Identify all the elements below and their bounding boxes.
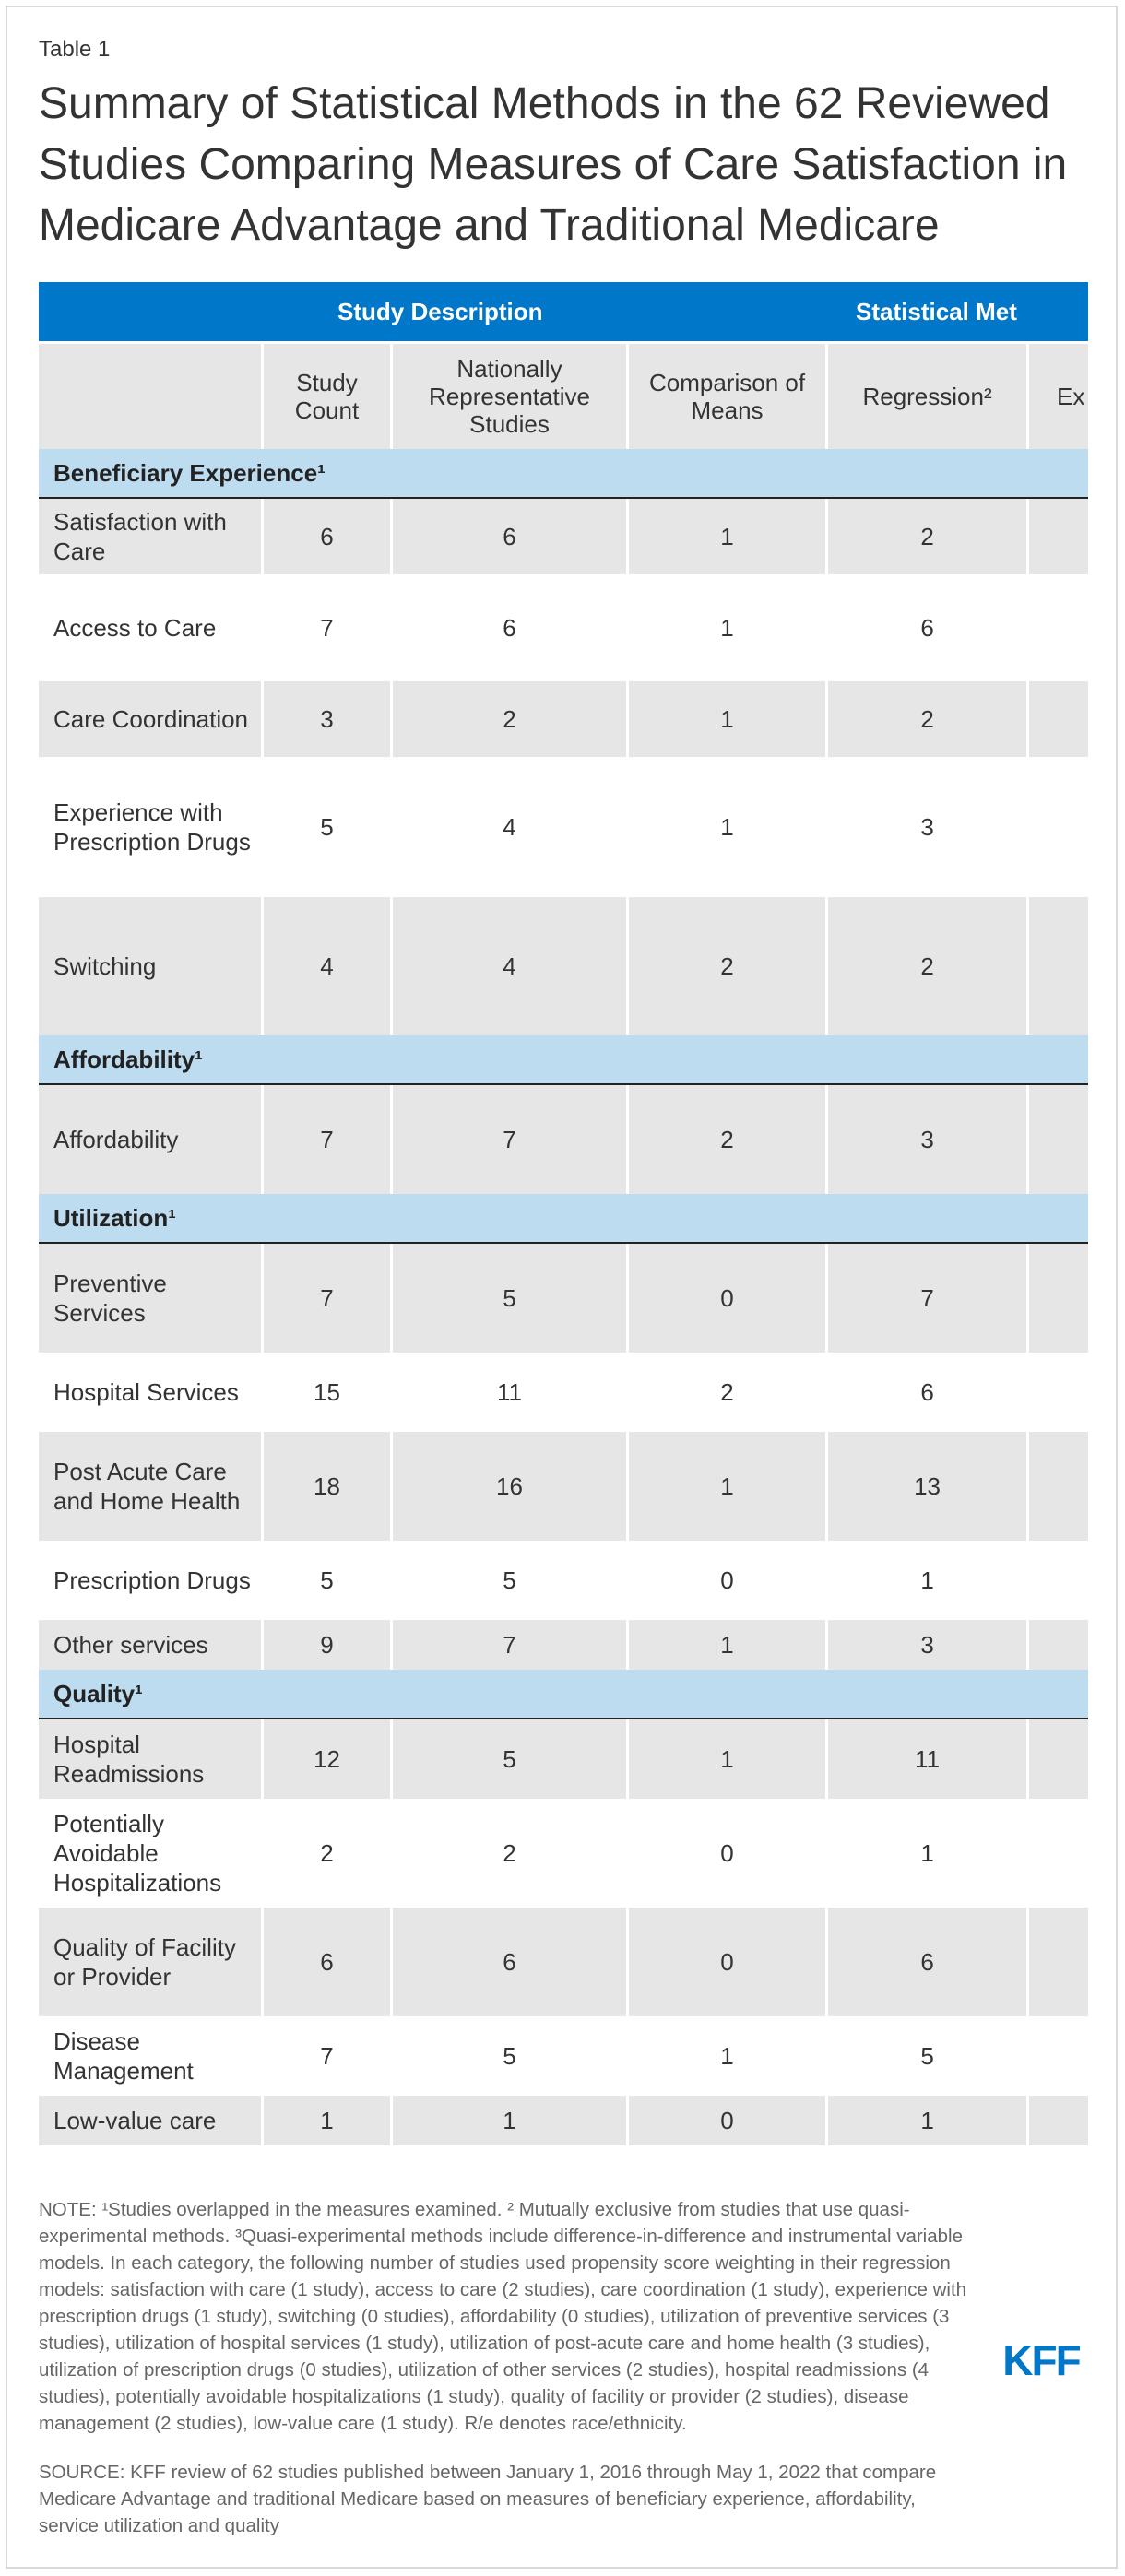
table-cell-truncated — [1029, 2016, 1088, 2096]
table-cell: 1 — [629, 1719, 828, 1799]
table-cell: 5 — [828, 2016, 1029, 2096]
table-row — [39, 2016, 1088, 2096]
table-cell-truncated — [1029, 1244, 1088, 1353]
category-row — [39, 1194, 1088, 1244]
table-cell: 1 — [629, 681, 828, 757]
table-cell: 6 — [264, 1908, 393, 2016]
row-measure-name: Prescription Drugs — [39, 1541, 264, 1620]
table-cell-truncated — [1029, 681, 1088, 757]
category-label: Affordability¹ — [39, 1035, 1088, 1085]
table-row — [39, 757, 1088, 897]
table-cell: 7 — [264, 1085, 393, 1194]
table-row — [39, 1432, 1088, 1541]
column-header-nationally-representative: Nationally Representative Studies — [393, 344, 629, 449]
footnote: NOTE: ¹Studies overlapped in the measures examined. ² Mutually exclusive from studies that use quasi-experimental methods. ³Quasi-experimental methods include difference-in-difference and instrumental variable models. In each category, the following number of studies used propensity score weighting in their regression models: satisfaction with care (1 study), access to care (2 studies), care coordination (1 study), experience with prescription drugs (1 study), switching (0 studies), affordability (0 studies), utilization of preventive services (3 studies), utilization of hospital services (1 study), utilization of post-acute care and home health (3 studies), utilization of prescription drugs (0 studies), utilization of other services (2 studies), hospital readmissions (4 studies), potentially avoidable hospitalizations (1 study), quality of facility or provider (2 studies), disease management (2 studies), low-value care (1 study). R/e denotes race/ethnicity. — [39, 2199, 967, 2434]
row-measure-name: Hospital Readmissions — [39, 1719, 264, 1799]
category-row — [39, 1035, 1088, 1085]
column-header-row — [39, 344, 1088, 449]
table-row — [39, 1799, 1088, 1908]
row-measure-name: Other services — [39, 1620, 264, 1670]
table-cell: 1 — [264, 2096, 393, 2145]
table-cell: 2 — [629, 1353, 828, 1432]
table-cell: 11 — [828, 1719, 1029, 1799]
category-label: Beneficiary Experience¹ — [39, 449, 1088, 499]
table-cell: 0 — [629, 1908, 828, 2016]
category-label: Quality¹ — [39, 1670, 1088, 1719]
table-cell: 1 — [828, 1541, 1029, 1620]
table-cell-truncated — [1029, 1620, 1088, 1670]
row-measure-name: Switching — [39, 897, 264, 1035]
kff-logo-text: KFF — [1002, 2338, 1080, 2381]
category-label: Utilization¹ — [39, 1194, 1088, 1244]
table-cell: 4 — [264, 897, 393, 1035]
table-cell: 3 — [828, 757, 1029, 897]
table-cell: 5 — [264, 757, 393, 897]
table-cell-truncated — [1029, 1085, 1088, 1194]
table-cell-truncated — [1029, 2096, 1088, 2145]
row-measure-name: Access to Care — [39, 574, 264, 681]
table-cell: 9 — [264, 1620, 393, 1670]
table-cell: 6 — [393, 1908, 629, 2016]
category-row — [39, 1670, 1088, 1719]
row-measure-name: Experience with Prescription Drugs — [39, 757, 264, 897]
row-measure-name: Disease Management — [39, 2016, 264, 2096]
table-cell: 12 — [264, 1719, 393, 1799]
study-description-header: Study Description — [39, 282, 828, 344]
table-cell-truncated — [1029, 1432, 1088, 1541]
header-band-row — [39, 282, 1088, 344]
row-measure-name: Affordability — [39, 1085, 264, 1194]
table-row — [39, 1353, 1088, 1432]
table-cell: 1 — [393, 2096, 629, 2145]
table-cell: 2 — [393, 681, 629, 757]
page-title: Summary of Statistical Methods in the 62 Reviewed Studies Comparing Measures of Care Satisfaction in Medicare Advantage and Traditional Medicare — [39, 79, 1068, 250]
methods-table — [39, 282, 1088, 2145]
table-cell-truncated — [1029, 499, 1088, 574]
table-cell: 6 — [828, 1353, 1029, 1432]
table-cell: 5 — [393, 1244, 629, 1353]
source-note: SOURCE: KFF review of 62 studies published between January 1, 2016 through May 1, 2022 that compare Medicare Advantage and traditional Medicare based on measures of beneficiary experience, affordability, service utilization and quality — [39, 2462, 937, 2536]
row-measure-name: Low-value care — [39, 2096, 264, 2145]
statistical-methods-header: Statistical Met — [828, 282, 1088, 344]
row-measure-name: Satisfaction with Care — [39, 499, 264, 574]
table-cell: 6 — [828, 1908, 1029, 2016]
table-cell-truncated — [1029, 1719, 1088, 1799]
table-row — [39, 681, 1088, 757]
table-cell: 5 — [393, 2016, 629, 2096]
table-row — [39, 1541, 1088, 1620]
table-label: Table 1 — [39, 37, 111, 62]
table-cell: 3 — [828, 1085, 1029, 1194]
table-cell: 11 — [393, 1353, 629, 1432]
table-cell: 2 — [828, 499, 1029, 574]
table-cell: 4 — [393, 757, 629, 897]
table-cell: 5 — [393, 1541, 629, 1620]
table-cell: 6 — [393, 574, 629, 681]
table-cell: 1 — [629, 499, 828, 574]
table-row — [39, 499, 1088, 574]
table-cell-truncated — [1029, 574, 1088, 681]
table-cell: 6 — [393, 499, 629, 574]
table-row — [39, 1085, 1088, 1194]
table-cell-truncated — [1029, 1353, 1088, 1432]
table-cell: 13 — [828, 1432, 1029, 1541]
table-cell: 7 — [264, 574, 393, 681]
row-measure-name: Hospital Services — [39, 1353, 264, 1432]
table-cell: 2 — [828, 897, 1029, 1035]
table-row — [39, 1719, 1088, 1799]
table-body — [39, 449, 1088, 2145]
table-cell: 15 — [264, 1353, 393, 1432]
kff-logo — [996, 2338, 1086, 2381]
table-cell: 3 — [264, 681, 393, 757]
column-header-quasi-experimental: Ex — [1029, 344, 1088, 449]
table-cell-truncated — [1029, 1908, 1088, 2016]
table-cell: 1 — [629, 757, 828, 897]
table-cell: 1 — [629, 1432, 828, 1541]
table-cell: 7 — [393, 1085, 629, 1194]
table-cell: 3 — [828, 1620, 1029, 1670]
column-header-comparison-of-means: Comparison of Means — [629, 344, 828, 449]
row-measure-name: Care Coordination — [39, 681, 264, 757]
table-cell: 2 — [828, 681, 1029, 757]
row-measure-name: Quality of Facility or Provider — [39, 1908, 264, 2016]
table-row — [39, 897, 1088, 1035]
table-cell: 4 — [393, 897, 629, 1035]
table-cell: 0 — [629, 1799, 828, 1908]
table-cell: 6 — [264, 499, 393, 574]
table-cell: 1 — [828, 1799, 1029, 1908]
table-row — [39, 1244, 1088, 1353]
table-cell: 0 — [629, 2096, 828, 2145]
table-cell: 6 — [828, 574, 1029, 681]
category-row — [39, 449, 1088, 499]
column-header-measure — [39, 344, 264, 449]
table-cell-truncated — [1029, 1541, 1088, 1620]
table-cell: 5 — [393, 1719, 629, 1799]
table-cell: 1 — [629, 574, 828, 681]
table-cell: 2 — [264, 1799, 393, 1908]
table-cell: 2 — [629, 1085, 828, 1194]
row-measure-name: Preventive Services — [39, 1244, 264, 1353]
table-cell: 7 — [264, 1244, 393, 1353]
table-row — [39, 574, 1088, 681]
column-header-regression: Regression² — [828, 344, 1029, 449]
table-cell-truncated — [1029, 897, 1088, 1035]
table-row — [39, 2096, 1088, 2145]
table-cell: 1 — [629, 2016, 828, 2096]
table-cell: 7 — [828, 1244, 1029, 1353]
table-row — [39, 1908, 1088, 2016]
table-cell: 7 — [264, 2016, 393, 2096]
table-cell: 0 — [629, 1541, 828, 1620]
table-cell: 5 — [264, 1541, 393, 1620]
row-measure-name: Post Acute Care and Home Health — [39, 1432, 264, 1541]
table-cell: 1 — [629, 1620, 828, 1670]
row-measure-name: Potentially Avoidable Hospitalizations — [39, 1799, 264, 1908]
table-row — [39, 1620, 1088, 1670]
column-header-study-count: Study Count — [264, 344, 393, 449]
table-cell-truncated — [1029, 757, 1088, 897]
table-cell-truncated — [1029, 1799, 1088, 1908]
table-cell: 16 — [393, 1432, 629, 1541]
table-cell: 1 — [828, 2096, 1029, 2145]
table-cell: 0 — [629, 1244, 828, 1353]
table-scroll-area[interactable] — [39, 282, 1088, 2159]
table-cell: 7 — [393, 1620, 629, 1670]
table-cell: 2 — [629, 897, 828, 1035]
table-cell: 2 — [393, 1799, 629, 1908]
table-cell: 18 — [264, 1432, 393, 1541]
